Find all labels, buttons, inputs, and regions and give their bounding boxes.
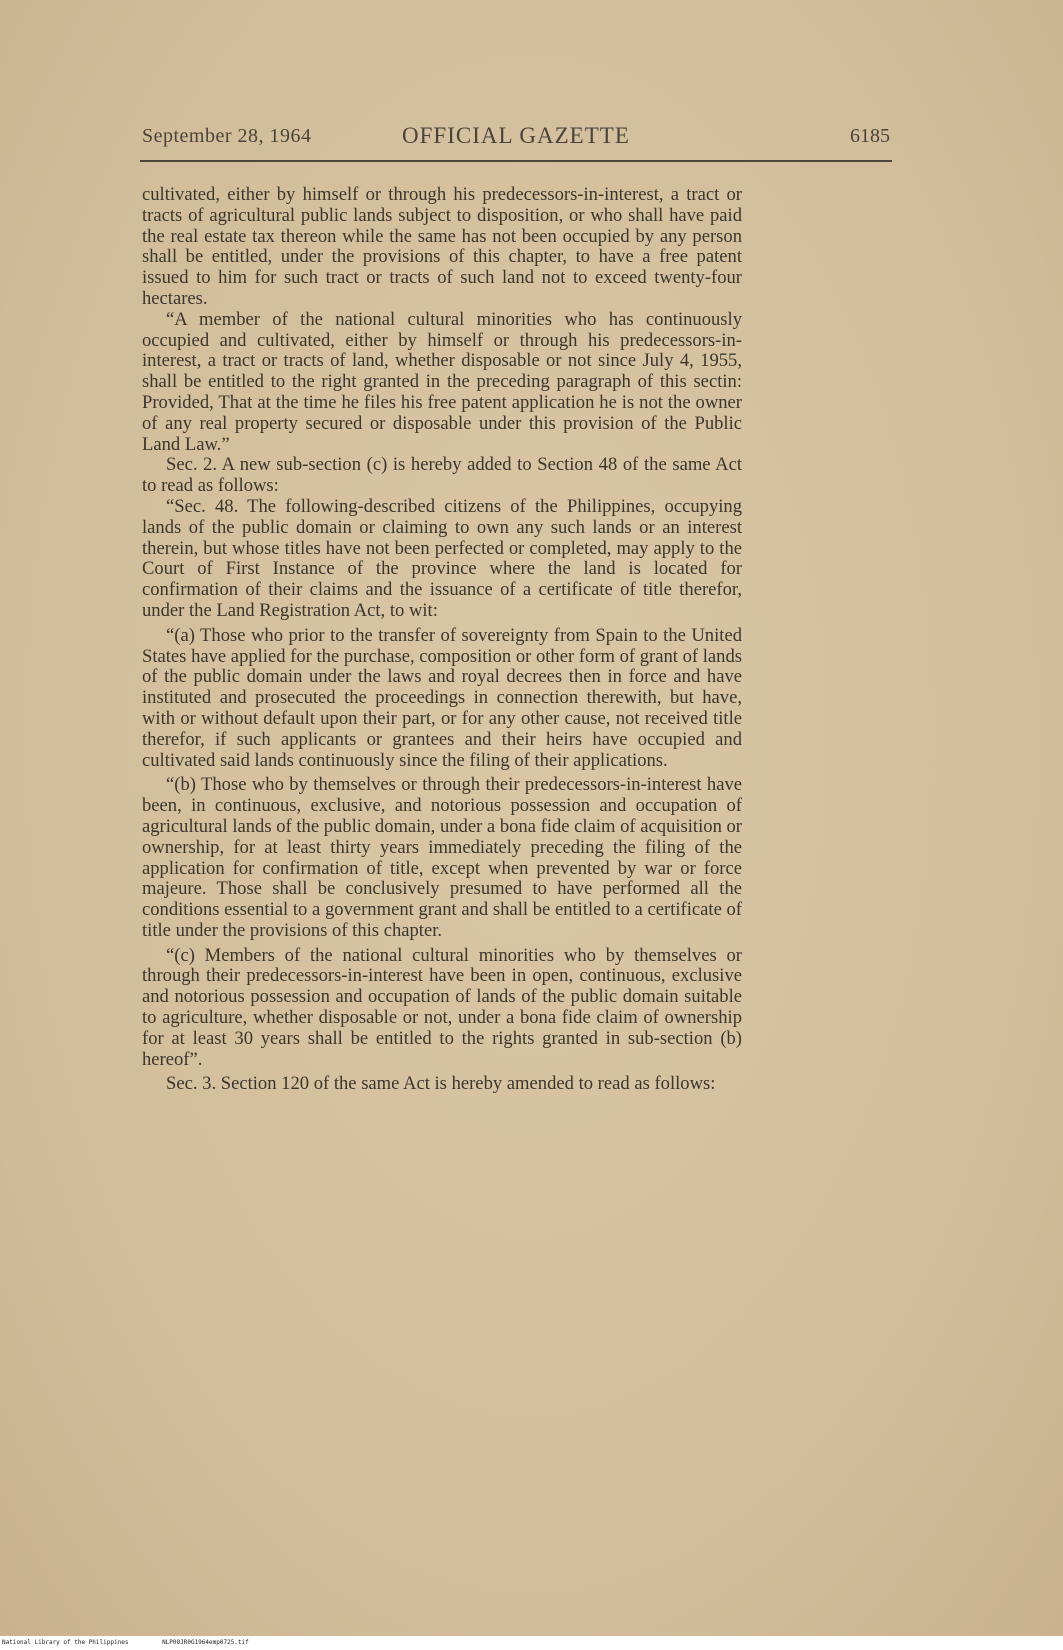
page-header — [142, 125, 890, 155]
paragraph-4: “Sec. 48. The following-described citizens of the Philippines, occupying lands of the public domain or claiming to own any such lands or an interest therein, but whose titles have not been perfected or completed, may apply to the Court of First Instance of the province where the land is located for confirmation of their claims and the issuance of a certificate of title therefor, under the Land Registration Act, to wit: — [142, 495, 742, 621]
paragraph-7: “(c) Members of the national cultural minorities who by themselves or through their predecessors-in-interest have been in open, continuous, exclusive and notorious possession and occupation of lands of the public domain suitable to agriculture, whether disposable or not, under a bona fide claim of ownership for at least 30 years shall be entitled to the rights granted in sub-section (b) hereof”. — [142, 944, 742, 1070]
scan-footer — [0, 1636, 1063, 1650]
paragraph-1: cultivated, either by himself or through his predecessors-in-interest, a tract or tracts of agricultural public lands subject to disposition, or who shall have paid the real estate tax thereon while the same has not been occupied by any person shall be entitled, under the provisions of this chapter, to have a free patent issued to him for such tract or tracts of such land not to exceed twenty-four hectares. — [142, 184, 742, 309]
header-rule — [140, 160, 892, 162]
paragraph-3: Sec. 2. A new sub-section (c) is hereby added to Section 48 of the same Act to read as follows: — [142, 454, 742, 497]
header-date: September 28, 1964 — [142, 125, 312, 147]
header-title: OFFICIAL GAZETTE — [402, 123, 630, 148]
paragraph-5: “(a) Those who prior to the transfer of sovereignty from Spain to the United States have applied for the purchase, composition or other form of grant of lands of the public domain under the laws and royal decrees then in force and have instituted and prosecuted the proceedings in connection therewith, but have, with or without default upon their part, or for any other cause, not received title therefor, if such applicants or grantees and their heirs have occupied and cultivated said lands continuously since the filing of their applications. — [142, 624, 742, 771]
paragraph-8: Sec. 3. Section 120 of the same Act is hereby amended to read as follows: — [166, 1073, 716, 1095]
body-text — [142, 185, 742, 1095]
footer-filename: NLP00JR0G1964emp0725.tif — [162, 1639, 249, 1646]
paragraph-6: “(b) Those who by themselves or through their predecessors-in-interest have been, in continuous, exclusive, and notorious possession and occupation of agricultural lands of the public domain, under a bona fide claim of acquisition or ownership, for at least thirty years immediately preceding the filing of the application for confirmation of title, except when prevented by war or force majeure. Those shall be conclusively presumed to have performed all the conditions essential to a government grant and shall be entitled to a certificate of title under the provisions of this chapter. — [142, 774, 742, 941]
header-page-number: 6185 — [850, 125, 890, 147]
footer-library: National Library of the Philippines — [2, 1639, 129, 1646]
paragraph-2: “A member of the national cultural minorities who has continuously occupied and cultivated, either by himself or through his predecessors-in-interest, a tract or tracts of land, whether disposable or not since July 4, 1955, shall be entitled to the right granted in the preceding paragraph of this sectin: Provided, That at the time he files his free patent application he is not the owner of any real property secured or disposable under this provision of the Public Land Law.” — [142, 308, 742, 455]
